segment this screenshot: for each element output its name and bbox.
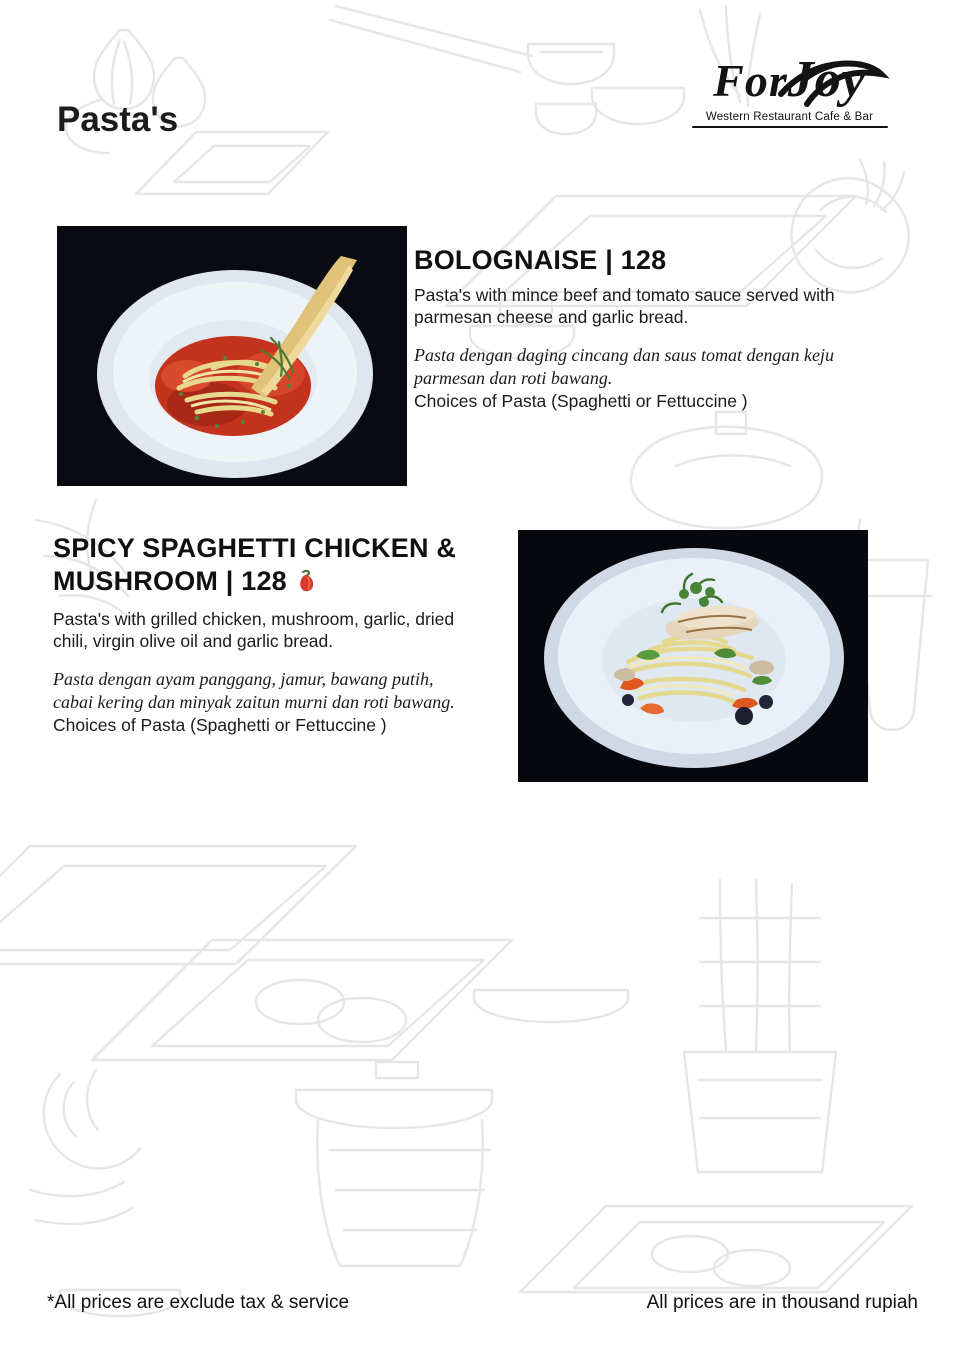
logo-word-for: For bbox=[713, 55, 788, 106]
page-title: Pasta's bbox=[57, 100, 179, 139]
spicy-spaghetti-description-en: Pasta's with grilled chicken, mushroom, garlic, dried chili, virgin olive oil and garlic bread. bbox=[53, 609, 455, 651]
bolognaise-description-en: Pasta's with mince beef and tomato sauce served with parmesan cheese and garlic bread. bbox=[414, 285, 835, 327]
logo-swoosh-icon bbox=[685, 60, 895, 130]
dish-bolognaise bbox=[57, 226, 897, 486]
footer-note-right: All prices are in thousand rupiah bbox=[646, 1292, 918, 1313]
bolognaise-choices: Choices of Pasta (Spaghetti or Fettuccine ) bbox=[414, 391, 748, 411]
bolognaise-photo bbox=[57, 226, 407, 486]
bolognaise-text-block bbox=[414, 244, 884, 412]
spicy-spaghetti-title: SPICY SPAGHETTI CHICKEN & MUSHROOM | 128 bbox=[53, 532, 473, 601]
logo-tagline: Western Restaurant Cafe & Bar bbox=[705, 111, 874, 123]
logo-word-joy: Joy bbox=[787, 51, 866, 108]
footer-note-left: *All prices are exclude tax & service bbox=[47, 1292, 350, 1313]
bolognaise-title: BOLOGNAISE | 128 bbox=[414, 245, 667, 275]
bolognaise-description-id: Pasta dengan daging cincang dan saus tomat dengan keju parmesan dan roti bawang. bbox=[414, 345, 834, 388]
dish-spicy-spaghetti-chicken-mushroom bbox=[53, 532, 903, 792]
spicy-spaghetti-photo bbox=[518, 530, 868, 782]
spicy-spaghetti-text-block bbox=[53, 532, 473, 736]
chili-icon bbox=[295, 568, 317, 601]
restaurant-logo bbox=[677, 52, 902, 157]
spicy-spaghetti-description-id: Pasta dengan ayam panggang, jamur, bawang putih, cabai kering dan minyak zaitun murni dan roti bawang. bbox=[53, 669, 455, 712]
spicy-spaghetti-choices: Choices of Pasta (Spaghetti or Fettuccine ) bbox=[53, 715, 387, 735]
